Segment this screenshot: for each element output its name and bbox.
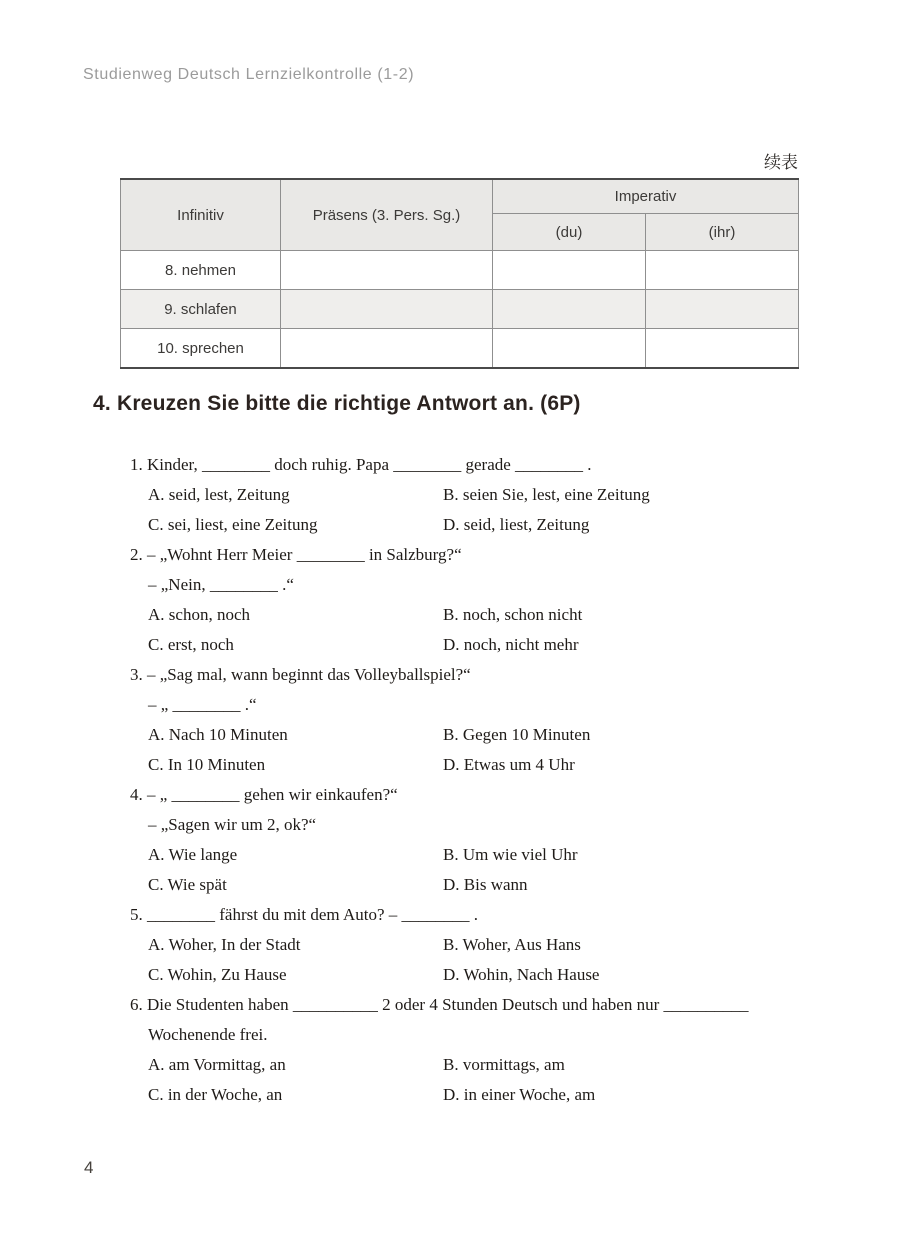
- col-header-imperativ-ihr: (ihr): [646, 214, 799, 251]
- section-title: 4. Kreuzen Sie bitte die richtige Antwort an. (6P): [93, 392, 581, 415]
- infinitiv-cell: 9. schlafen: [121, 290, 281, 329]
- infinitiv-cell: 10. sprechen: [121, 329, 281, 369]
- option-b: B. Um wie viel Uhr: [443, 845, 578, 864]
- option-d: D. noch, nicht mehr: [443, 635, 579, 654]
- option-d: D. Bis wann: [443, 875, 528, 894]
- option-row: [130, 1080, 806, 1110]
- option-d: D. Etwas um 4 Uhr: [443, 755, 575, 774]
- option-row: [130, 510, 806, 540]
- question-stem: 2. – „Wohnt Herr Meier ________ in Salzburg?“: [130, 545, 462, 564]
- option-a: A. Nach 10 Minuten: [148, 725, 288, 744]
- imperativ-du-answer-cell: [493, 329, 646, 369]
- col-header-imperativ-du: (du): [493, 214, 646, 251]
- option-row: [130, 870, 806, 900]
- question-stem: 5. ________ fährst du mit dem Auto? – ________ .: [130, 905, 479, 924]
- question-5: [130, 900, 806, 990]
- option-b: B. seien Sie, lest, eine Zeitung: [443, 485, 650, 504]
- option-c: C. in der Woche, an: [148, 1085, 283, 1104]
- table-row: [121, 251, 799, 290]
- option-row: [130, 930, 806, 960]
- verb-conjugation-table: [120, 178, 799, 369]
- col-header-imperativ: Imperativ: [493, 179, 799, 214]
- question-stem: 1. Kinder, ________ doch ruhig. Papa ________ gerade ________ .: [130, 455, 592, 474]
- praesens-answer-cell: [281, 251, 493, 290]
- question-stem-continuation: Wochenende frei.: [148, 1025, 268, 1044]
- option-b: B. Woher, Aus Hans: [443, 935, 581, 954]
- page-number: 4: [84, 1158, 94, 1177]
- option-row: [130, 720, 806, 750]
- option-row: [130, 750, 806, 780]
- question-2: [130, 540, 806, 660]
- question-stem-continuation: – „ ________ .“: [148, 695, 257, 714]
- infinitiv-cell: 8. nehmen: [121, 251, 281, 290]
- question-6: [130, 990, 806, 1110]
- question-stem: 4. – „ ________ gehen wir einkaufen?“: [130, 785, 398, 804]
- option-a: A. seid, lest, Zeitung: [148, 485, 290, 504]
- question-stem-continuation: – „Sagen wir um 2, ok?“: [148, 815, 317, 834]
- imperativ-ihr-answer-cell: [646, 290, 799, 329]
- option-c: C. Wie spät: [148, 875, 227, 894]
- option-row: [130, 1050, 806, 1080]
- option-d: D. Wohin, Nach Hause: [443, 965, 600, 984]
- option-d: D. seid, liest, Zeitung: [443, 515, 590, 534]
- option-a: A. Woher, In der Stadt: [148, 935, 301, 954]
- option-row: [130, 960, 806, 990]
- question-stem: 6. Die Studenten haben __________ 2 oder 4 Stunden Deutsch und haben nur __________: [130, 995, 749, 1014]
- question-stem-continuation: – „Nein, ________ .“: [148, 575, 294, 594]
- col-header-praesens: Präsens (3. Pers. Sg.): [281, 179, 493, 251]
- table-row: [121, 329, 799, 369]
- praesens-answer-cell: [281, 290, 493, 329]
- running-header: Studienweg Deutsch Lernzielkontrolle (1-2): [83, 66, 415, 83]
- option-c: C. erst, noch: [148, 635, 234, 654]
- option-a: A. am Vormittag, an: [148, 1055, 286, 1074]
- option-c: C. Wohin, Zu Hause: [148, 965, 287, 984]
- option-a: A. schon, noch: [148, 605, 250, 624]
- question-3: [130, 660, 806, 780]
- question-stem: 3. – „Sag mal, wann beginnt das Volleyballspiel?“: [130, 665, 471, 684]
- imperativ-ihr-answer-cell: [646, 329, 799, 369]
- table-row: [121, 290, 799, 329]
- question-4: [130, 780, 806, 900]
- option-a: A. Wie lange: [148, 845, 238, 864]
- option-c: C. In 10 Minuten: [148, 755, 266, 774]
- option-b: B. noch, schon nicht: [443, 605, 583, 624]
- option-row: [130, 840, 806, 870]
- imperativ-ihr-answer-cell: [646, 251, 799, 290]
- option-row: [130, 480, 806, 510]
- col-header-infinitiv: Infinitiv: [121, 179, 281, 251]
- question-1: [130, 450, 806, 540]
- option-row: [130, 630, 806, 660]
- option-b: B. Gegen 10 Minuten: [443, 725, 591, 744]
- praesens-answer-cell: [281, 329, 493, 369]
- option-d: D. in einer Woche, am: [443, 1085, 596, 1104]
- multiple-choice-questions: [130, 450, 806, 1110]
- imperativ-du-answer-cell: [493, 251, 646, 290]
- option-row: [130, 600, 806, 630]
- table-continued-label: 续表: [764, 153, 798, 173]
- option-b: B. vormittags, am: [443, 1055, 565, 1074]
- option-c: C. sei, liest, eine Zeitung: [148, 515, 318, 534]
- imperativ-du-answer-cell: [493, 290, 646, 329]
